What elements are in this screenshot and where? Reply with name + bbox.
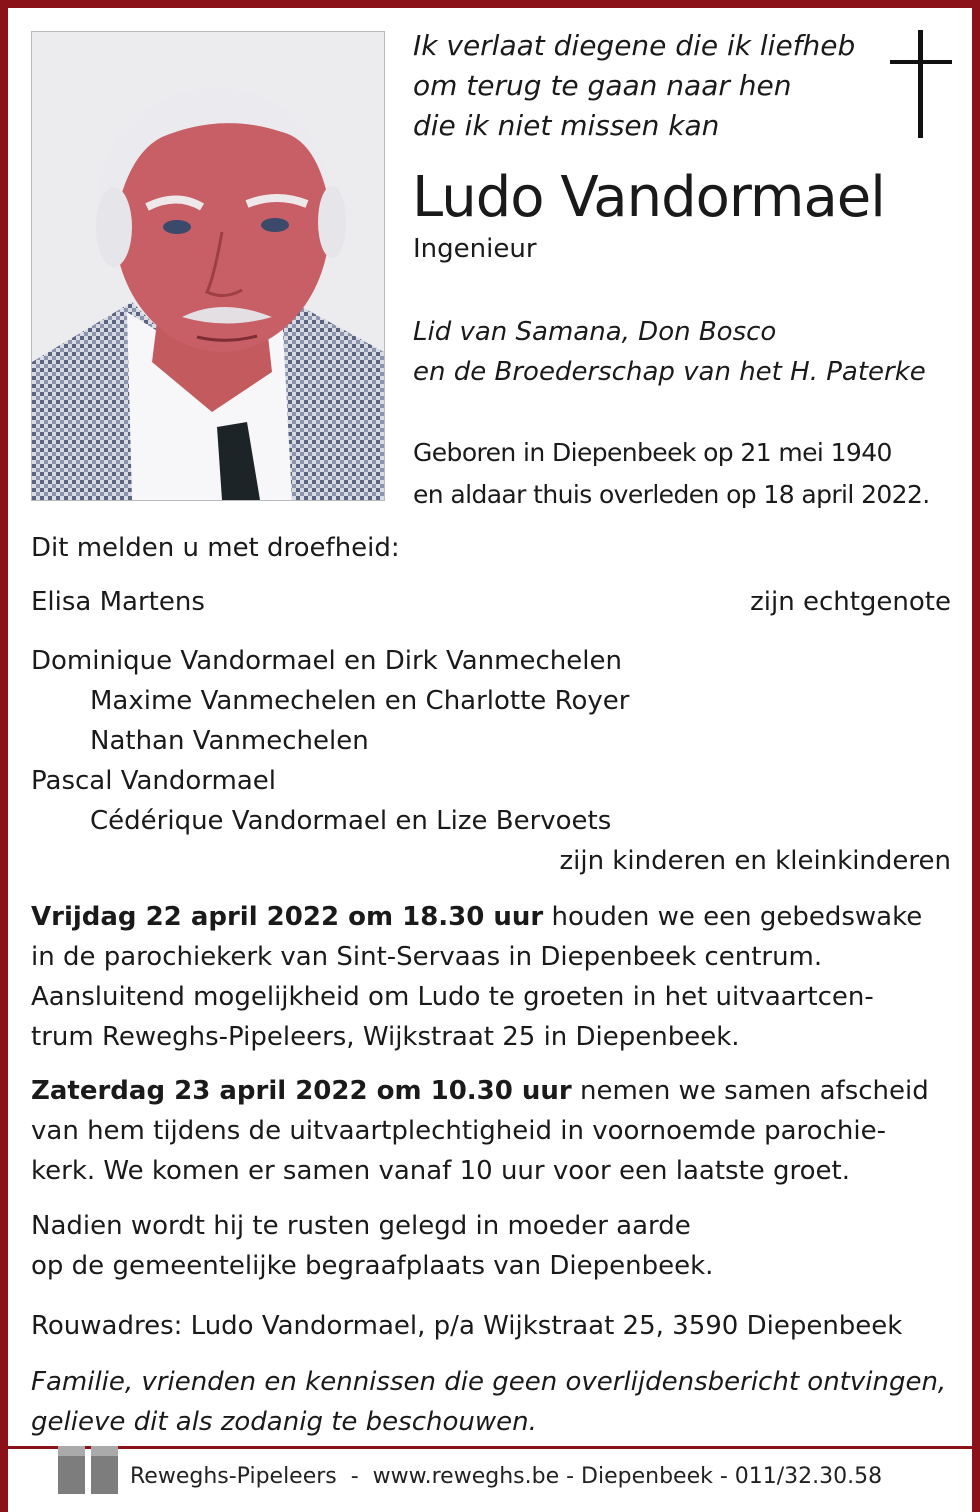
wake-datetime: Vrijdag 22 april 2022 om 18.30 uur xyxy=(31,902,544,932)
burial-paragraph xyxy=(31,1206,956,1286)
funeral-text: kerk. We komen er samen vanaf 10 uur voor een laatste groet. xyxy=(31,1156,851,1186)
funeral-paragraph xyxy=(31,1071,956,1191)
verse-line: om terug te gaan naar hen xyxy=(413,69,792,102)
family-member: Maxime Vanmechelen en Charlotte Royer xyxy=(90,686,630,716)
membership xyxy=(413,312,926,392)
wake-text: trum Reweghs-Pipeleers, Wijkstraat 25 in Diepenbeek. xyxy=(31,1022,740,1052)
family-member: Dominique Vandormael en Dirk Vanmechelen xyxy=(31,646,622,676)
burial-text: op de gemeentelijke begraafplaats van Diepenbeek. xyxy=(31,1251,714,1281)
deceased-name: Ludo Vandormael xyxy=(412,165,885,230)
family-relation: zijn kinderen en kleinkinderen xyxy=(559,846,951,876)
occupation: Ingenieur xyxy=(413,234,537,264)
verse xyxy=(413,26,873,146)
spouse-row xyxy=(31,582,951,622)
spouse-relation: zijn echtgenote xyxy=(750,587,951,617)
verse-line: die ik niet missen kan xyxy=(413,109,720,142)
death-line: en aldaar thuis overleden op 18 april 2022. xyxy=(413,480,930,509)
membership-line: en de Broederschap van het H. Paterke xyxy=(413,357,926,387)
burial-text: Nadien wordt hij te rusten gelegd in moeder aarde xyxy=(31,1211,691,1241)
notice-text: Familie, vrienden en kennissen die geen overlijdensbericht ontvingen, xyxy=(31,1367,947,1397)
notice-paragraph xyxy=(31,1362,956,1442)
footer-contact: Reweghs-Pipeleers - www.reweghs.be - Diepenbeek - 011/32.30.58 xyxy=(130,1464,883,1489)
family-member: Pascal Vandormael xyxy=(31,766,277,796)
funeral-text: nemen we samen afscheid xyxy=(571,1076,929,1106)
membership-line: Lid van Samana, Don Bosco xyxy=(413,317,777,347)
notice-text: gelieve dit als zodanig te beschouwen. xyxy=(31,1407,537,1437)
verse-line: Ik verlaat diegene die ik liefheb xyxy=(413,29,856,62)
spouse-name: Elisa Martens xyxy=(31,587,205,617)
wake-text: Aansluitend mogelijkheid om Ludo te groeten in het uitvaartcen- xyxy=(31,982,874,1012)
portrait-photo xyxy=(31,31,385,501)
footer-divider xyxy=(8,1446,972,1449)
family-member: Nathan Vanmechelen xyxy=(90,726,369,756)
frame-top-border xyxy=(0,0,980,8)
funeral-text: van hem tijdens de uitvaartplechtigheid in voornoemde parochie- xyxy=(31,1116,886,1146)
funeral-datetime: Zaterdag 23 april 2022 om 10.30 uur xyxy=(31,1076,572,1106)
wake-text: in de parochiekerk van Sint-Servaas in Diepenbeek centrum. xyxy=(31,942,823,972)
mourning-address: Rouwadres: Ludo Vandormael, p/a Wijkstraat 25, 3590 Diepenbeek xyxy=(31,1311,903,1341)
frame-left-border xyxy=(0,0,8,1512)
birth-death-dates xyxy=(413,432,930,516)
funeral-home-logo-icon xyxy=(58,1444,118,1494)
cross-icon xyxy=(890,30,952,138)
frame-right-border xyxy=(972,0,980,1512)
birth-line: Geboren in Diepenbeek op 21 mei 1940 xyxy=(413,438,892,467)
wake-text: houden we een gebedswake xyxy=(543,902,923,932)
wake-paragraph xyxy=(31,897,956,1057)
family-member: Cédérique Vandormael en Lize Bervoets xyxy=(90,806,612,836)
announcement: Dit melden u met droefheid: xyxy=(31,533,400,563)
